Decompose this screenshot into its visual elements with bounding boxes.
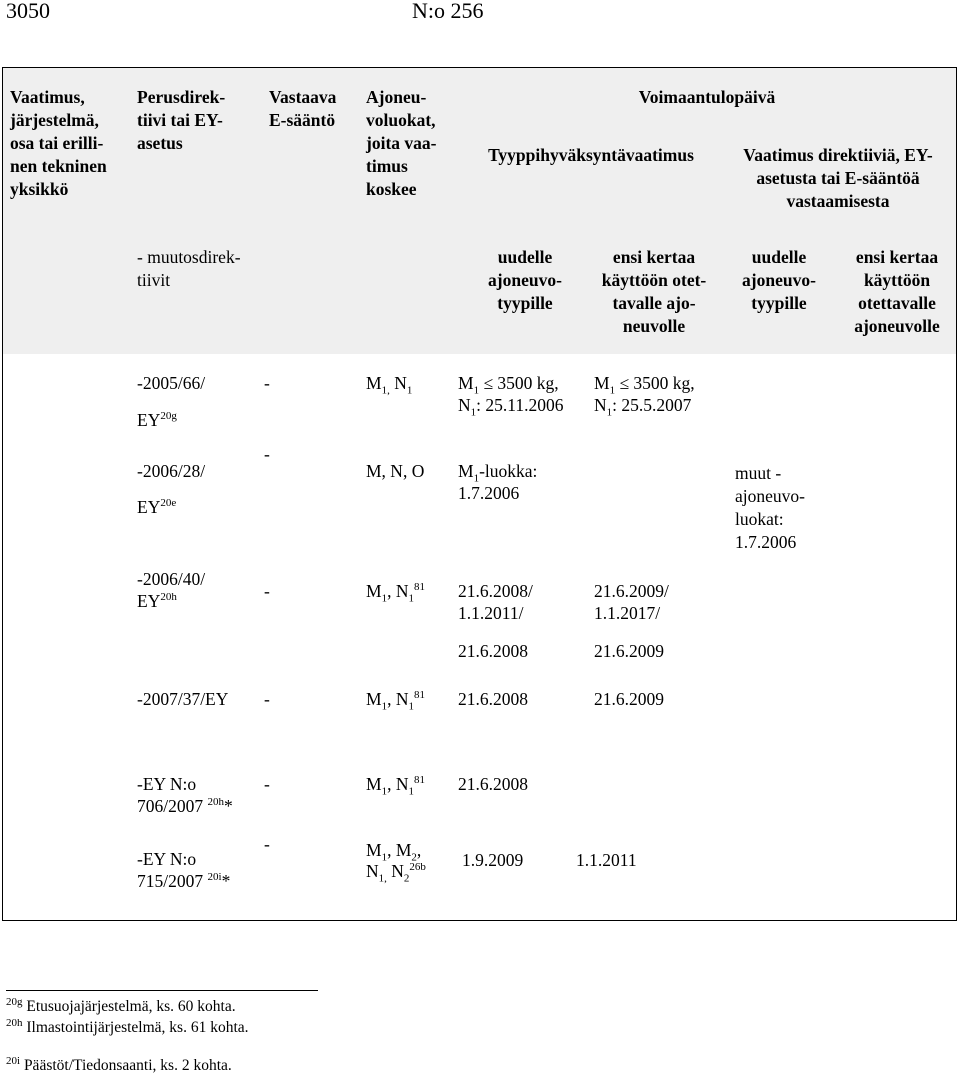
row3-type-new: 21.6.2008/ 1.1.2011/ 21.6.2008 <box>458 581 533 661</box>
header-uudelle-tyyppi-2: uudelle ajoneuvo- tyypille <box>742 247 816 313</box>
header-vaatimus: Vaatimus direktiiviä, EY- asetusta tai E-sääntöä vastaamisesta <box>743 145 933 211</box>
footnote-separator <box>6 990 318 991</box>
row2-ey: $EY^{20e}$ <box>137 497 177 517</box>
header-col1: Vaatimus, järjestelmä, osa tai erilli- nen tekninen yksikkö <box>10 87 107 199</box>
row2-other-classes: muut - ajoneuvo- luokat: 1.7.2006 <box>735 463 805 552</box>
header-uudelle-tyyppi-1: uudelle ajoneuvo- tyypille <box>488 247 562 313</box>
footnote-20i: $^{20i}$ Päästöt/Tiedonsaanti, ks. 2 kohta. <box>6 1054 232 1074</box>
row6-dash: - <box>264 834 270 854</box>
row4-directive: -2007/37/EY <box>137 689 229 709</box>
row1-type-first: $M_1 \le 3500$ kg, $N_1$: 25.5.2007 <box>594 373 695 419</box>
header-tyyppihyvaksynta: Tyyppihyväksyntävaatimus <box>488 145 694 165</box>
issue-number: N:o 256 <box>412 0 484 23</box>
header-ensi-kertaa-2: ensi kertaa käyttöön otettavalle ajoneuvolle <box>854 247 940 336</box>
row1-dash: - <box>264 373 270 393</box>
row2-classes: M, N, O <box>366 461 425 481</box>
row3-dash: - <box>264 581 270 601</box>
row2-type-new: $M_1$-luokka: 1.7.2006 <box>458 461 538 503</box>
footnote-20g: $^{20g}$ Etusuojajärjestelmä, ks. 60 kohta. <box>6 995 236 1015</box>
row1-directive: -2005/66/ <box>137 373 206 393</box>
row3-ey: $EY^{20h}$ <box>137 591 177 611</box>
table-border-left <box>2 67 3 921</box>
row5-type-new: 21.6.2008 <box>458 774 528 794</box>
row1-ey: $EY^{20g}$ <box>137 410 177 430</box>
header-col4: Ajoneu- voluokat, joita vaa- timus koskee <box>366 87 437 199</box>
row1-classes: $M_{1,}$ $N_1$ <box>366 373 413 397</box>
row5-dash: - <box>264 774 270 794</box>
row6-type-new: 1.9.2009 <box>462 850 524 870</box>
table-border-bottom <box>2 920 957 921</box>
divider-voimaantulo <box>458 124 956 125</box>
header-col3: Vastaava E-sääntö <box>269 87 337 130</box>
row4-type-first: 21.6.2009 <box>594 689 664 709</box>
row4-dash: - <box>264 689 270 709</box>
row6-classes: $M_1$, $M_2$, $N_{1,}$ $N_2^{26b}$ <box>366 840 426 885</box>
header-col2: Perusdirek- tiivi tai EY- asetus <box>137 87 226 153</box>
row1-type-new: $M_1 \le 3500$ kg, $N_1$: 25.11.2006 <box>458 373 564 419</box>
row4-classes: $M_1$, $N_1^{81}$ <box>366 689 425 713</box>
row3-type-first: 21.6.2009/ 1.1.2017/ 21.6.2009 <box>594 581 669 661</box>
row2-directive: -2006/28/ <box>137 461 206 481</box>
table-border-top <box>2 67 957 68</box>
row3-directive: -2006/40/ <box>137 569 206 589</box>
table-border-right <box>956 67 957 921</box>
header-muutosdirektiivit: - muutosdirek- tiivit <box>137 247 241 290</box>
header-ensi-kertaa-1: ensi kertaa käyttöön otet- tavalle ajo- neuvolle <box>601 247 707 336</box>
footnote-20h: $^{20h}$ Ilmastointijärjestelmä, ks. 61 kohta. <box>6 1016 249 1036</box>
row6-type-first: 1.1.2011 <box>576 850 637 870</box>
row3-classes: $M_1$, $N_1^{81}$ <box>366 581 425 605</box>
row2-dash: - <box>264 444 270 464</box>
header-voimaantulo: Voimaantulopäivä <box>638 87 776 107</box>
row5-regulation: -EY N:o 706/2007 $^{20h}$* <box>137 774 233 816</box>
row6-regulation: -EY N:o 715/2007 $^{20i}$* <box>137 849 231 891</box>
row4-type-new: 21.6.2008 <box>458 689 528 709</box>
page-number: 3050 <box>6 0 50 23</box>
row5-classes: $M_1$, $N_1^{81}$ <box>366 774 425 798</box>
